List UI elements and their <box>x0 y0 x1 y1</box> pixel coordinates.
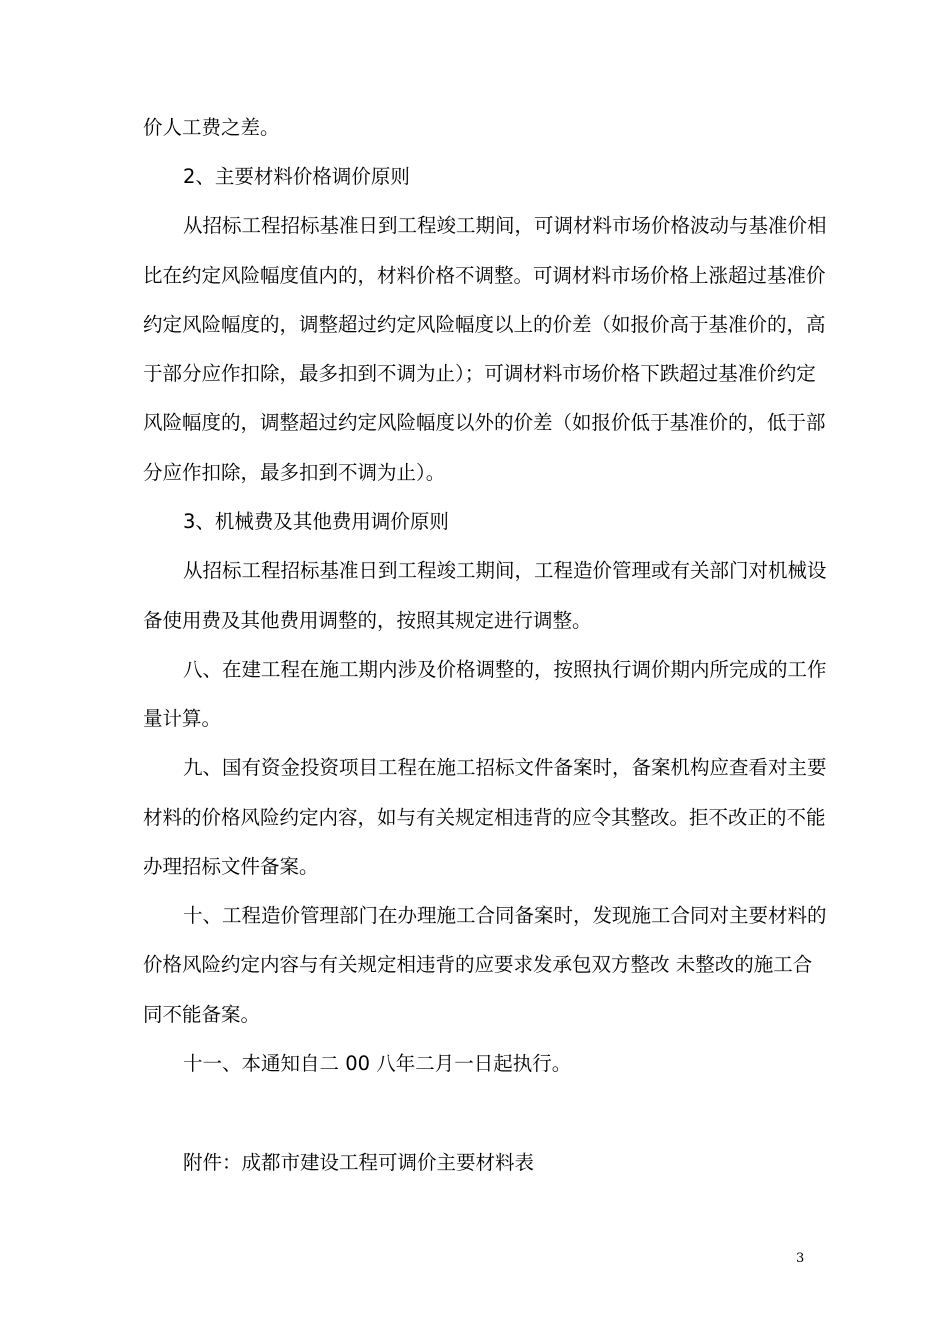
text-line: 办理招标文件备案。 <box>143 855 319 878</box>
text-line: 约定风险幅度的，调整超过约定风险幅度以上的价差（如报价高于基准价的，高 <box>143 313 826 336</box>
text-line: 风险幅度的，调整超过约定风险幅度以外的价差（如报价低于基准价的，低于部 <box>143 411 826 434</box>
attachment-line: 附件：成都市建设工程可调价主要材料表 <box>183 1151 535 1174</box>
text-line: 材料的价格风险约定内容，如与有关规定相违背的应令其整改。拒不改正的不能 <box>143 806 826 829</box>
text-line: 八、在建工程在施工期内涉及价格调整的，按照执行调价期内所完成的工作 <box>183 658 827 681</box>
text-line: 价格风险约定内容与有关规定相违背的应要求发承包双方整改 未整改的施工合 <box>143 953 813 976</box>
text-line: 从招标工程招标基准日到工程竣工期间，工程造价管理或有关部门对机械设 <box>183 559 827 582</box>
text-line: 十一、本通知自二 00 八年二月一日起执行。 <box>183 1052 572 1075</box>
text-line: 备使用费及其他费用调整的，按照其规定进行调整。 <box>143 609 592 632</box>
text-line: 分应作扣除，最多扣到不调为止）。 <box>143 461 446 484</box>
section-heading: 2、主要材料价格调价原则 <box>183 165 410 188</box>
text-line: 同不能备案。 <box>143 1003 261 1026</box>
section-heading: 3、机械费及其他费用调价原则 <box>183 510 449 533</box>
text-line: 从招标工程招标基准日到工程竣工期间，可调材料市场价格波动与基准价相 <box>183 214 827 237</box>
text-line: 价人工费之差。 <box>143 116 280 139</box>
text-line: 于部分应作扣除，最多扣到不调为止）；可调材料市场价格下跌超过基准价约定 <box>143 362 816 385</box>
text-line: 量计算。 <box>143 707 222 730</box>
text-line: 九、国有资金投资项目工程在施工招标文件备案时，备案机构应查看对主要 <box>183 756 827 779</box>
text-line: 十、工程造价管理部门在办理施工合同备案时，发现施工合同对主要材料的 <box>183 904 827 927</box>
page-number: 3 <box>796 1251 805 1266</box>
text-line: 比在约定风险幅度值内的，材料价格不调整。可调材料市场价格上涨超过基准价 <box>143 264 826 287</box>
